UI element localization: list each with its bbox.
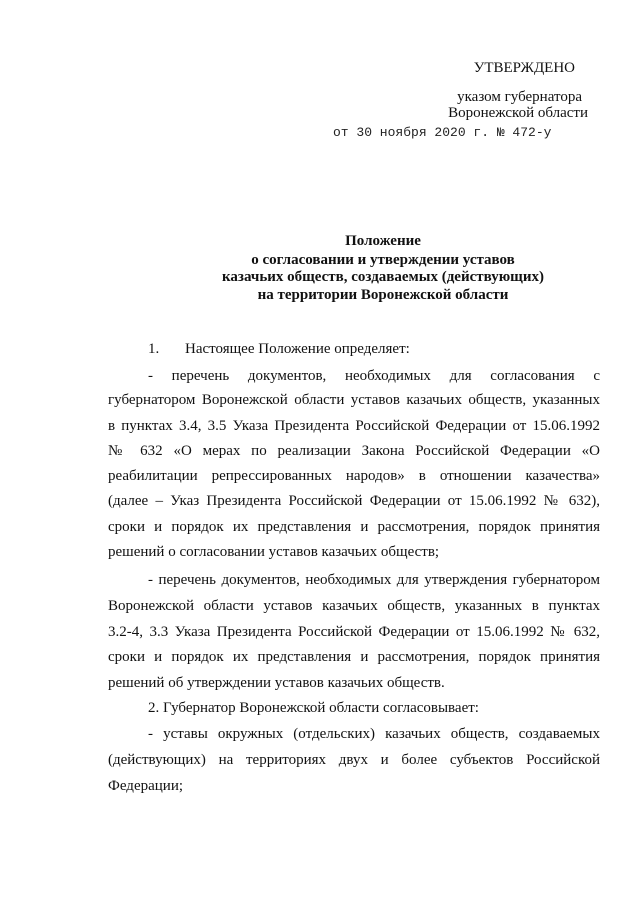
body-line: Воронежской области уставов казачьих обществ, указанных в пунктах: [108, 598, 600, 614]
document-subtitle-line: казачьих обществ, создаваемых (действующих): [222, 269, 544, 285]
body-line: - уставы окружных (отдельских) казачьих обществ, создаваемых: [148, 726, 600, 742]
body-line: - перечень документов, необходимых для согласования с: [148, 368, 600, 384]
item-number: 1.: [148, 341, 160, 357]
approval-stamp: УТВЕРЖДЕНО: [473, 60, 575, 76]
body-line: (далее – Указ Президента Российской Федерации от 15.06.1992 № 632),: [108, 493, 600, 509]
body-line: сроки и порядок их представления и рассмотрения, порядок принятия: [108, 519, 600, 535]
approval-date-number: от 30 ноября 2020 г. № 472-у: [333, 125, 552, 140]
document-title: Положение: [345, 233, 421, 249]
body-line: реабилитации репрессированных народов» в отношении казачества»: [108, 468, 600, 484]
document-subtitle-line: на территории Воронежской области: [257, 287, 509, 303]
body-line: решений об утверждении уставов казачьих обществ.: [108, 675, 445, 691]
body-line: Федерации;: [108, 778, 184, 794]
approval-line-region: Воронежской области: [448, 105, 588, 121]
body-line: в пунктах 3.4, 3.5 Указа Президента Российской Федерации от 15.06.1992: [108, 418, 600, 434]
body-line: губернатором Воронежской области уставов казачьих обществ, указанных: [108, 392, 600, 408]
body-line: решений о согласовании уставов казачьих обществ;: [108, 544, 440, 560]
body-line: (действующих) на территориях двух и более субъектов Российской: [108, 752, 600, 768]
body-line: 2. Губернатор Воронежской области согласовывает:: [148, 700, 479, 716]
body-line: 3.2-4, 3.3 Указа Президента Российской Федерации от 15.06.1992 № 632,: [108, 624, 600, 640]
document-subtitle-line: о согласовании и утверждении уставов: [251, 252, 515, 268]
approval-line-decree: указом губернатора: [457, 89, 582, 105]
item-heading: Настоящее Положение определяет:: [185, 341, 410, 357]
body-line: - перечень документов, необходимых для утверждения губернатором: [148, 572, 600, 588]
body-line: сроки и порядок их представления и рассмотрения, порядок принятия: [108, 649, 600, 665]
body-line: № 632 «О мерах по реализации Закона Российской Федерации «О: [108, 443, 600, 459]
